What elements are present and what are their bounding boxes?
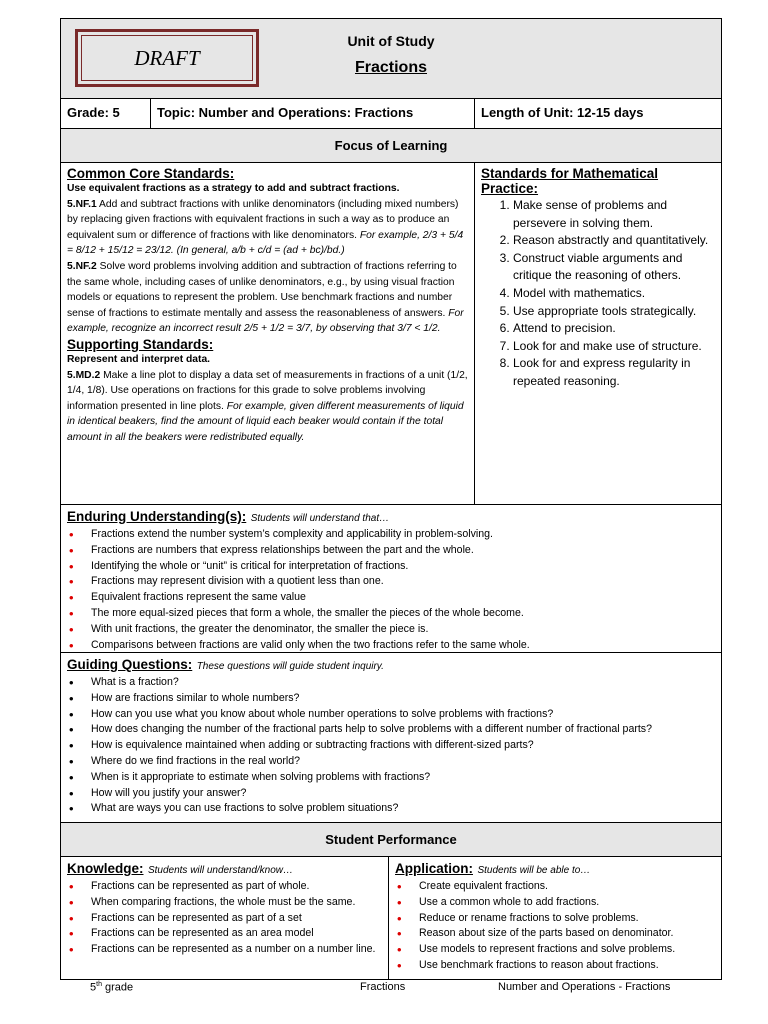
guiding-heading: Guiding Questions: (67, 657, 193, 672)
list-item: 1. Make sense of problems and persevere in solving them. (513, 197, 715, 232)
footer-topic: Number and Operations - Fractions (498, 981, 671, 993)
ccs-subheading: Use equivalent fractions as a strategy to add and subtract fractions. (67, 183, 400, 194)
list-item: • Reduce or rename fractions to solve problems. (395, 911, 715, 927)
list-item: • The more equal-sized pieces that form a whole, the smaller the pieces of the whole become. (67, 606, 715, 622)
knowledge-list (67, 879, 382, 958)
list-item: • Fractions may represent division with a quotient less than one. (67, 574, 715, 590)
list-item: • How is equivalence maintained when adding or subtracting fractions with different-sized parts? (67, 738, 715, 754)
supporting-subheading: Represent and interpret data. (67, 353, 211, 365)
standards-row (61, 163, 721, 505)
list-item: 8. Look for and express regularity in repeated reasoning. (513, 355, 715, 390)
list-item: • Equivalent fractions represent the same value (67, 590, 715, 606)
standard-5nf2: 5.NF.2 Solve word problems involving addition and subtraction of fractions referring to the same whole, including cases of unlike denominators, e.g., by using visual fraction models or equations to represent the problem. Use benchmark fractions and number sense of fractions to estimate mentally and assess the reasonableness of answers. For example, recognize an incorrect result 2/5 + 1/2 = 3/7, by observing that 3/7 < 1/2. (67, 260, 464, 335)
list-item: • What are ways you can use fractions to solve problem situations? (67, 801, 715, 817)
standard-code: 5.NF.2 (67, 260, 97, 272)
enduring-row (61, 505, 721, 653)
guiding-list (67, 675, 715, 817)
standard-5nf1: 5.NF.1 Add and subtract fractions with unlike denominators (including mixed numbers) by replacing given fractions with equivalent fractions in such a way as to produce an equivalent sum or difference of fractions with like denominators. For example, 2/3 + 5/4 = 8/12 + 15/12 = 23/12. (In general, a/b + c/d = (ad + bc)/bd.) (67, 198, 464, 257)
list-item: • Where do we find fractions in the real world? (67, 754, 715, 770)
smp-list (481, 197, 715, 391)
list-item: • How does changing the number of the fractional parts help to solve problems with a different number of fractional parts? (67, 722, 715, 738)
smp-heading: Standards for Mathematical Practice: (481, 166, 659, 196)
list-item: • Fractions can be represented as part of whole. (67, 879, 382, 895)
application-list (395, 879, 715, 974)
list-item: • Fractions extend the number system’s complexity and applicability in problem-solving. (67, 527, 715, 543)
list-item: • Fractions can be represented as a number on a number line. (67, 942, 382, 958)
application-heading: Application: (395, 861, 473, 876)
guiding-subheading: These questions will guide student inquiry. (196, 661, 384, 672)
length-cell: Length of Unit: 12-15 days (481, 105, 644, 120)
grade-cell: Grade: 5 (61, 99, 151, 128)
list-item: • Fractions are numbers that express relationships between the part and the whole. (67, 543, 715, 559)
list-item: 3. Construct viable arguments and critique the reasoning of others. (513, 250, 715, 285)
enduring-subheading: Students will understand that… (250, 513, 390, 524)
common-core-column (61, 163, 475, 504)
draft-stamp (75, 29, 259, 87)
list-item: • With unit fractions, the greater the denominator, the smaller the piece is. (67, 622, 715, 638)
list-item: • Comparisons between fractions are valid only when the two fractions refer to the same whole. (67, 638, 715, 654)
knowledge-subheading: Students will understand/know… (147, 865, 294, 876)
unit-title: Fractions (354, 59, 427, 76)
list-item: • Identifying the whole or “unit” is critical for interpretation of fractions. (67, 559, 715, 575)
list-item: • Fractions can be represented as part of a set (67, 911, 382, 927)
topic-cell: Topic: Number and Operations: Fractions (151, 99, 475, 128)
knowledge-application-row (61, 857, 721, 979)
list-item: • Use benchmark fractions to reason about fractions. (395, 958, 715, 974)
enduring-section (61, 505, 721, 652)
standard-5md2: 5.MD.2 Make a line plot to display a data set of measurements in fractions of a unit (1/2, 1/4, 1/8). Use operations on fractions for this grade to solve problems involving information presented in line plots. For example, given different measurements of liquid in identical beakers, find the amount of liquid each beaker would contain if the total amount in all the beakers were redistributed equally. (67, 369, 468, 443)
list-item: • How will you justify your answer? (67, 786, 715, 802)
list-item: 5. Use appropriate tools strategically. (513, 303, 715, 321)
header-row (61, 19, 721, 99)
list-item: • What is a fraction? (67, 675, 715, 691)
performance-heading: Student Performance (325, 832, 457, 847)
list-item: 2. Reason abstractly and quantitatively. (513, 232, 715, 250)
knowledge-column (61, 857, 389, 979)
standard-code: 5.NF.1 (67, 198, 97, 210)
enduring-list (67, 527, 715, 653)
guiding-row (61, 653, 721, 823)
list-item: • How are fractions similar to whole numbers? (67, 691, 715, 707)
draft-label: DRAFT (81, 35, 253, 81)
list-item: 6. Attend to precision. (513, 320, 715, 338)
guiding-section (61, 653, 721, 822)
list-item: 7. Look for and make use of structure. (513, 338, 715, 356)
list-item: • Use a common whole to add fractions. (395, 895, 715, 911)
unit-of-study-label: Unit of Study (347, 33, 435, 49)
document-frame (60, 18, 722, 980)
list-item: • Use models to represent fractions and solve problems. (395, 942, 715, 958)
ccs-heading: Common Core Standards: (67, 166, 235, 181)
footer-grade: 5th grade (90, 981, 134, 994)
performance-row (61, 823, 721, 857)
application-column (389, 857, 721, 979)
standard-code: 5.MD.2 (67, 369, 101, 381)
knowledge-heading: Knowledge: (67, 861, 144, 876)
focus-row (61, 129, 721, 163)
list-item: • Create equivalent fractions. (395, 879, 715, 895)
supporting-heading: Supporting Standards: (67, 336, 214, 352)
list-item: • When comparing fractions, the whole must be the same. (67, 895, 382, 911)
list-item: • Reason about size of the parts based on denominator. (395, 926, 715, 942)
math-practice-column (475, 163, 721, 504)
enduring-heading: Enduring Understanding(s): (67, 509, 247, 524)
focus-heading: Focus of Learning (334, 138, 448, 153)
list-item: • When is it appropriate to estimate when solving problems with fractions? (67, 770, 715, 786)
application-subheading: Students will be able to… (477, 865, 591, 876)
footer-title: Fractions (360, 981, 406, 993)
info-row (61, 99, 721, 129)
list-item: • Fractions can be represented as an area model (67, 926, 382, 942)
list-item: • How can you use what you know about whole number operations to solve problems with fractions? (67, 707, 715, 723)
list-item: 4. Model with mathematics. (513, 285, 715, 303)
